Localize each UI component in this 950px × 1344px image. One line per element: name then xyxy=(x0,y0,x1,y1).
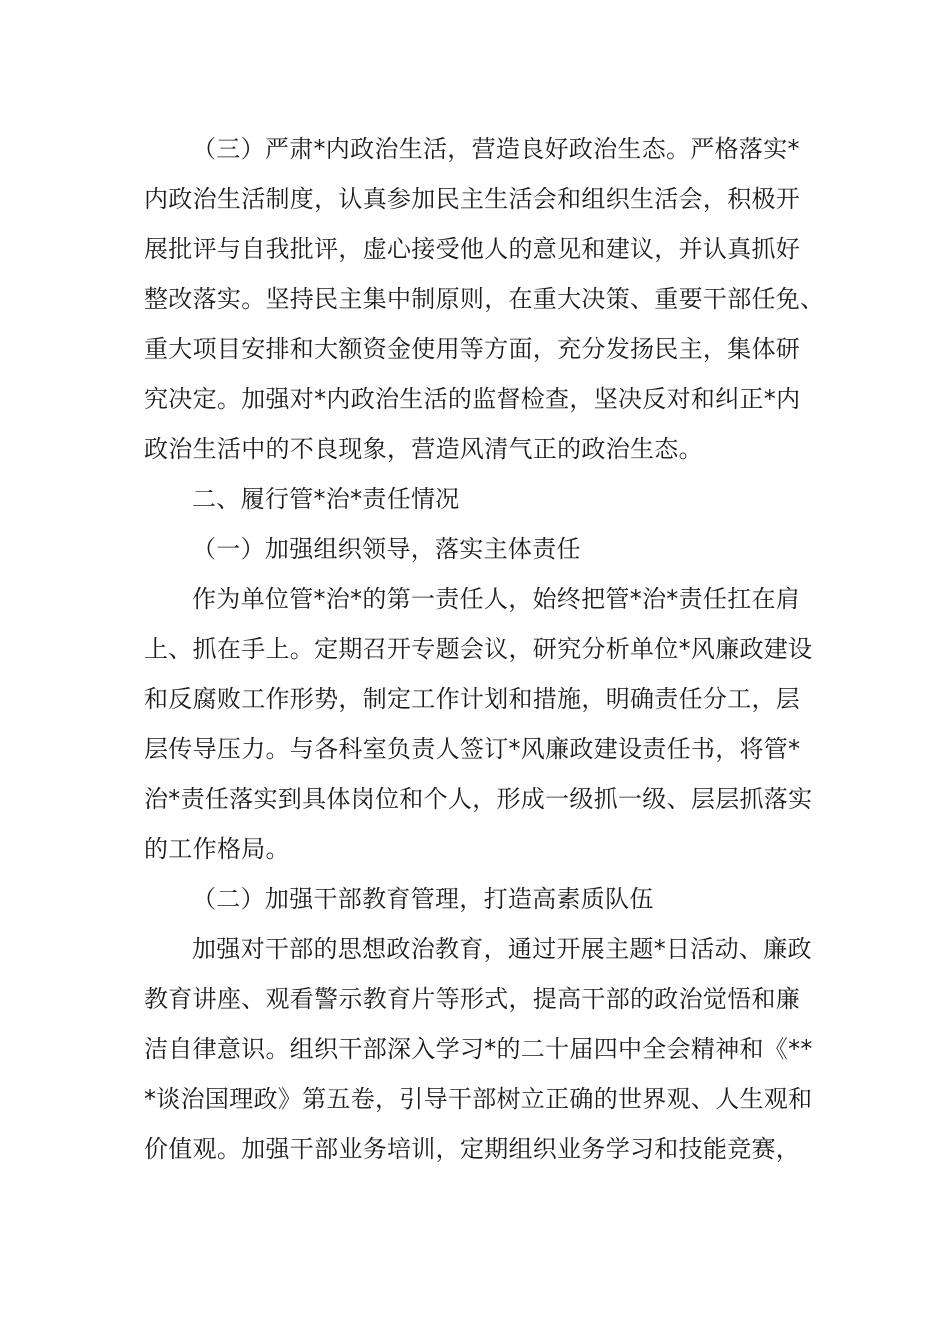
text-line: 上、抓在手上。定期召开专题会议，研究分析单位*风廉政建设 xyxy=(144,635,813,663)
text-line: 重大项目安排和大额资金使用等方面，充分发扬民主，集体研 xyxy=(144,335,801,363)
text-line: 的工作格局。 xyxy=(144,835,290,863)
text-line: 展批评与自我批评，虚心接受他人的意见和建议，并认真抓好 xyxy=(144,235,801,263)
text-line: *谈治国理政》第五卷，引导干部树立正确的世界观、人生观和 xyxy=(144,1085,813,1113)
section-heading: 二、履行管*治*责任情况 xyxy=(192,485,460,513)
text-line: 内政治生活制度，认真参加民主生活会和组织生活会，积极开 xyxy=(144,185,801,213)
text-line: 加强对干部的思想政治教育，通过开展主题*日活动、廉政 xyxy=(192,935,812,963)
text-line: 教育讲座、观看警示教育片等形式，提高干部的政治觉悟和廉 xyxy=(144,985,801,1013)
subsection-heading: （一）加强组织领导，落实主体责任 xyxy=(192,535,581,563)
text-line: 洁自律意识。组织干部深入学习*的二十届四中全会精神和《** xyxy=(144,1035,813,1063)
text-line: 究决定。加强对*内政治生活的监督检查，坚决反对和纠正*内 xyxy=(144,385,801,413)
text-line: 层传导压力。与各科室负责人签订*风廉政建设责任书，将管* xyxy=(144,735,801,763)
text-line: 治*责任落实到具体岗位和个人，形成一级抓一级、层层抓落实 xyxy=(144,785,813,813)
subsection-heading: （二）加强干部教育管理，打造高素质队伍 xyxy=(192,885,654,913)
text-line: 政治生活中的不良现象，营造风清气正的政治生态。 xyxy=(144,435,703,463)
paragraph-heading-line: （三）严肃*内政治生活，营造良好政治生态。严格落实* xyxy=(192,135,800,163)
text-line: 价值观。加强干部业务培训，定期组织业务学习和技能竞赛， xyxy=(144,1135,801,1163)
text-line: 和反腐败工作形势，制定工作计划和措施，明确责任分工，层 xyxy=(144,685,801,713)
text-line: 整改落实。坚持民主集中制原则，在重大决策、重要干部任免、 xyxy=(144,285,825,313)
text-line: 作为单位管*治*的第一责任人，始终把管*治*责任扛在肩 xyxy=(192,585,801,613)
